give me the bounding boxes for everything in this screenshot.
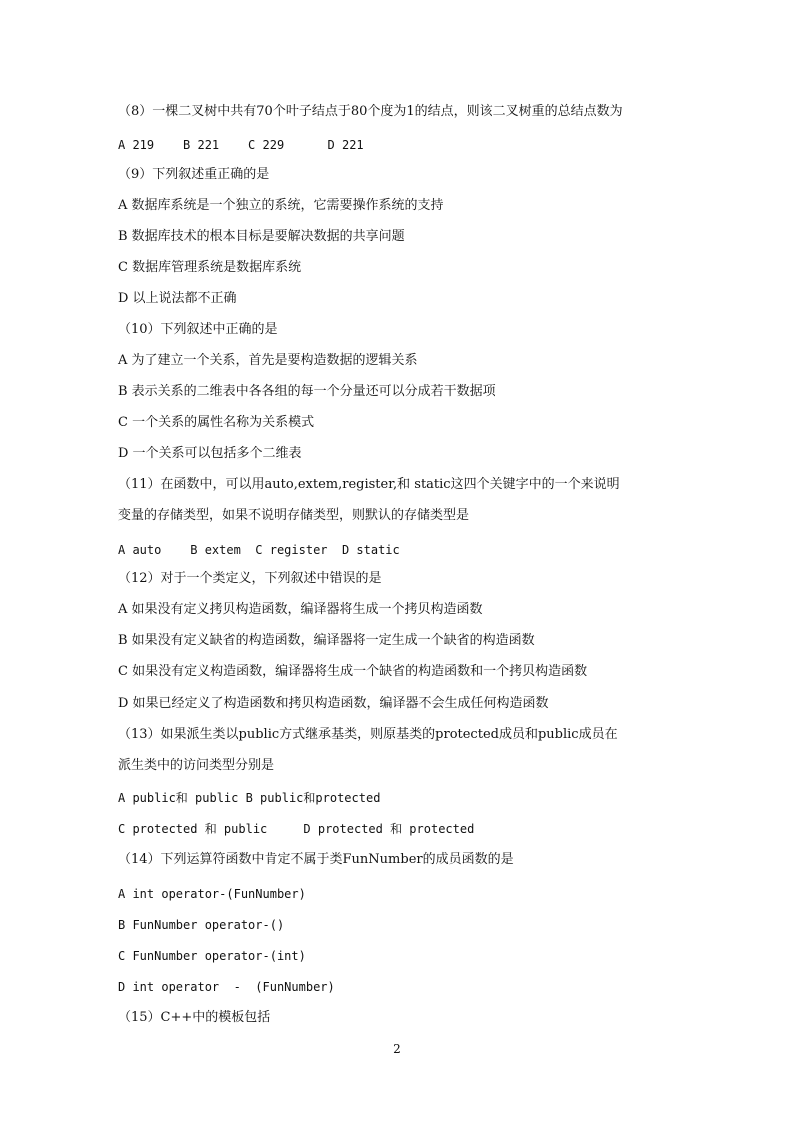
question-12-option-a: A 如果没有定义拷贝构造函数，编译器将生成一个拷贝构造函数 xyxy=(118,602,483,617)
question-14-option-a: A int operator-(FunNumber) xyxy=(118,887,306,901)
question-10-option-b: B 表示关系的二维表中各各组的每一个分量还可以分成若干数据项 xyxy=(118,384,496,399)
question-8-options: A 219 B 221 C 229 D 221 xyxy=(118,138,364,152)
question-11-text-1: （11）在函数中，可以用auto,extem,register,和 static这四个关键字中的一个来说明 xyxy=(118,477,620,492)
question-11-options: A auto B extem C register D static xyxy=(118,543,400,557)
question-12-option-c: C 如果没有定义构造函数，编译器将生成一个缺省的构造函数和一个拷贝构造函数 xyxy=(118,664,588,679)
question-9-option-c: C 数据库管理系统是数据库系统 xyxy=(118,260,302,275)
question-14-option-d: D int operator - (FunNumber) xyxy=(118,980,335,994)
question-12-text: （12）对于一个类定义，下列叙述中错误的是 xyxy=(118,571,382,586)
question-10-text: （10）下列叙述中正确的是 xyxy=(118,322,278,337)
question-14-text: （14）下列运算符函数中肯定不属于类FunNumber的成员函数的是 xyxy=(118,852,514,867)
question-12-option-b: B 如果没有定义缺省的构造函数，编译器将一定生成一个缺省的构造函数 xyxy=(118,633,535,648)
question-10-option-a: A 为了建立一个关系，首先是要构造数据的逻辑关系 xyxy=(118,353,418,368)
question-14-option-b: B FunNumber operator-() xyxy=(118,918,285,932)
question-13-options-ab: A public和 public B public和protected xyxy=(118,791,381,805)
question-13-text-1: （13）如果派生类以public方式继承基类，则原基类的protected成员和public成员在 xyxy=(118,727,618,742)
question-9-option-d: D 以上说法都不正确 xyxy=(118,291,237,306)
page-number: 2 xyxy=(393,1042,401,1056)
question-10-option-c: C 一个关系的属性名称为关系模式 xyxy=(118,415,315,430)
question-11-text-2: 变量的存储类型，如果不说明存储类型，则默认的存储类型是 xyxy=(118,508,470,523)
question-15-text: （15）C++中的模板包括 xyxy=(118,1010,271,1025)
question-9-option-b: B 数据库技术的根本目标是要解决数据的共享问题 xyxy=(118,229,405,244)
question-9-option-a: A 数据库系统是一个独立的系统，它需要操作系统的支持 xyxy=(118,198,444,213)
question-9-text: （9）下列叙述重正确的是 xyxy=(118,167,270,182)
question-13-text-2: 派生类中的访问类型分别是 xyxy=(118,758,275,773)
question-8-text: （8）一棵二叉树中共有70个叶子结点于80个度为1的结点，则该二叉树重的总结点数为 xyxy=(118,104,623,119)
question-10-option-d: D 一个关系可以包括多个二维表 xyxy=(118,446,302,461)
question-14-option-c: C FunNumber operator-(int) xyxy=(118,949,306,963)
question-13-options-cd: C protected 和 public D protected 和 protected xyxy=(118,822,475,836)
question-12-option-d: D 如果已经定义了构造函数和拷贝构造函数，编译器不会生成任何构造函数 xyxy=(118,696,549,711)
